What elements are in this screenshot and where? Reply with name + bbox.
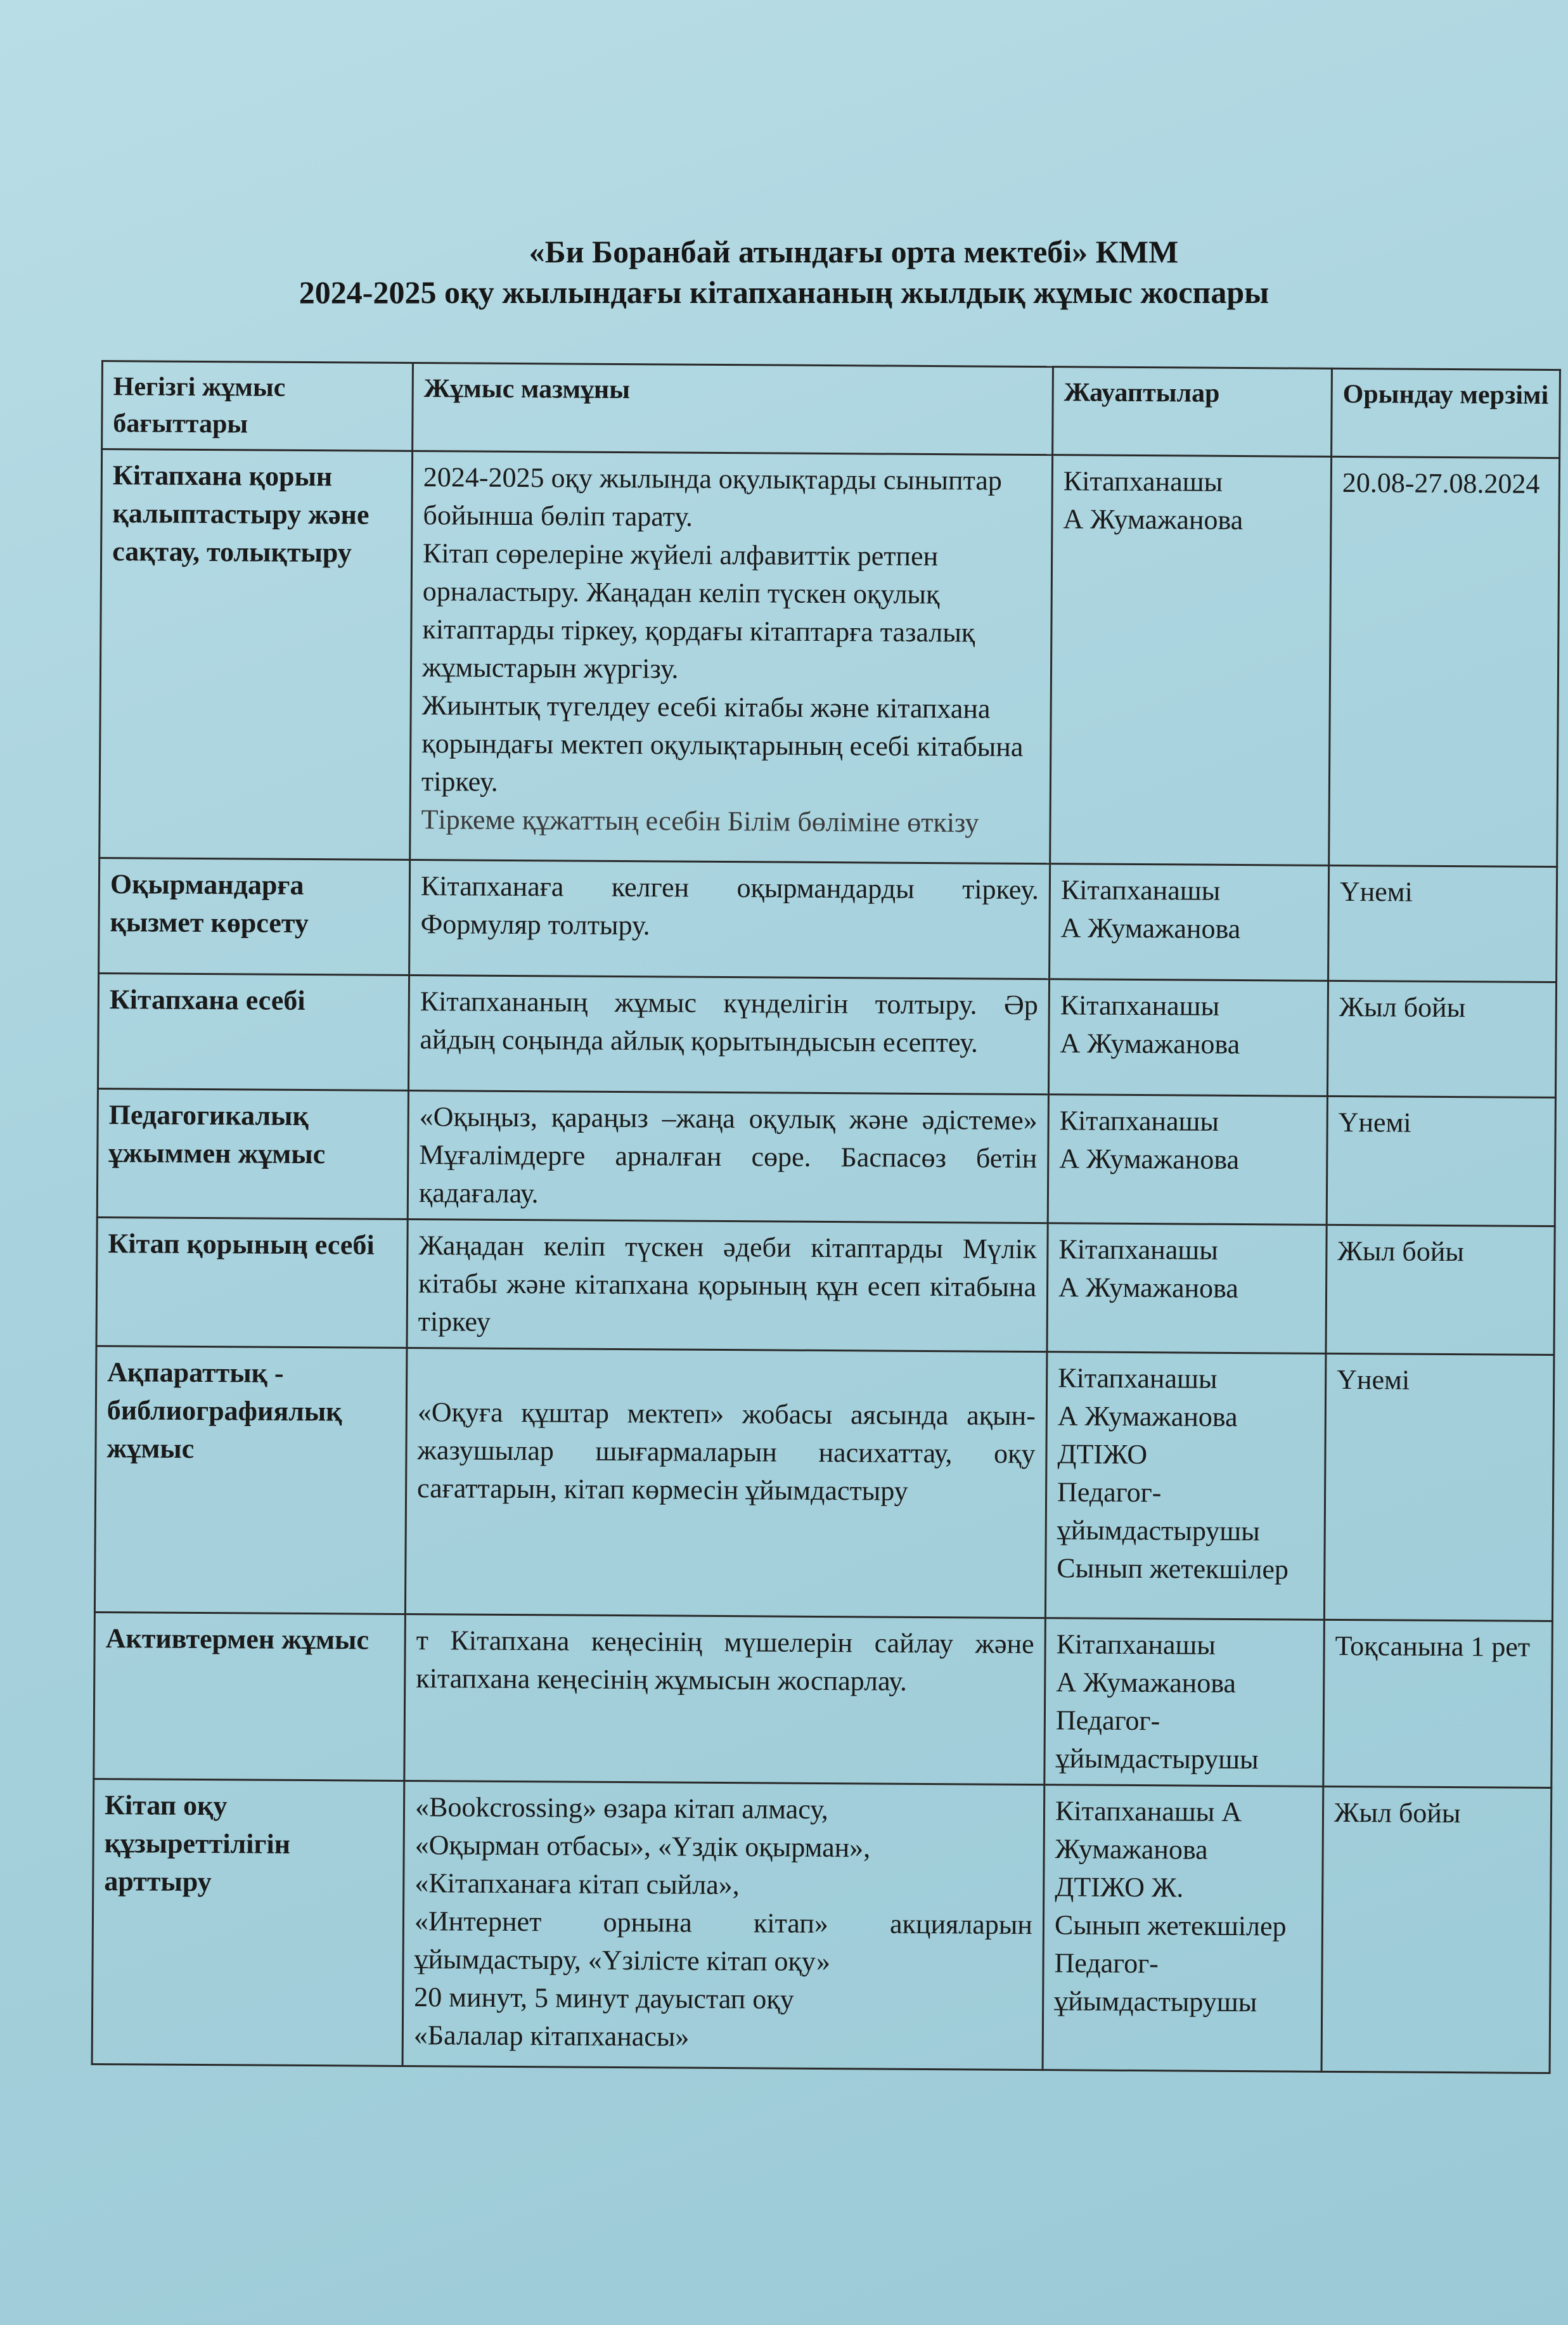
content-paragraph: Жаңадан келіп түскен әдеби кітаптарды Мүлік кітабы және кітапхана қорының құн есеп кітабына тіркеу <box>418 1230 1037 1337</box>
content-paragraph: «Кітапханаға кітап сыйла», <box>414 1867 740 1901</box>
row-responsible <box>1050 864 1329 981</box>
row-responsible <box>1045 1352 1326 1620</box>
row-deadline: Жыл бойы <box>1321 1786 1552 2073</box>
table-row <box>98 973 1556 1097</box>
row-responsible <box>1044 1618 1325 1787</box>
table-row <box>99 858 1557 982</box>
content-paragraph: 20 минут, 5 минут дауыстап оқу <box>414 1981 794 2015</box>
row-deadline: 20.08-27.08.2024 <box>1329 456 1560 866</box>
content-paragraph: «Оқуға құштар мектеп» жобасы аясында ақын-жазушылар шығармаларын насихаттау, оқу сағаттарын, кітап көрмесін ұйымдастыру <box>416 1396 1036 1507</box>
content-paragraph: «Балалар кітапханасы» <box>413 2019 690 2052</box>
table-header-row <box>102 361 1560 458</box>
responsible-line: Педагог-ұйымдастырушы <box>1057 1476 1260 1547</box>
responsible-line: Кітапханашы <box>1058 1362 1218 1394</box>
table-row <box>92 1779 1552 2073</box>
row-deadline: Үнемі <box>1328 865 1557 982</box>
header-content: Жұмыс мазмұны <box>413 363 1053 455</box>
header-deadline: Орындау мерзімі <box>1332 368 1560 458</box>
row-content <box>404 1614 1046 1784</box>
row-deadline: Үнемі <box>1324 1353 1554 1621</box>
table-row <box>100 449 1560 867</box>
row-content <box>410 451 1053 863</box>
row-responsible <box>1048 1095 1327 1225</box>
table-row <box>94 1612 1553 1787</box>
responsible-line: А Жумажанова <box>1058 1272 1238 1304</box>
content-paragraph: Кітап сөрелеріне жүйелі алфавиттік ретпен орналастыру. Жаңадан келіп түскен оқулық кітаптарды тіркеу, қордағы кітаптарға тазалық жұмыстарын жүргізу. <box>421 538 975 685</box>
content-paragraph: Жиынтық түгелдеу есебі кітабы және кітапхана қорындағы мектеп оқулықтарының есебі кітабына тіркеу. <box>421 690 1024 797</box>
row-direction: Кітапхана есебі <box>98 973 409 1090</box>
content-paragraph: Тіркеме құжаттың есебін Білім бөліміне өткізу <box>421 804 979 839</box>
responsible-line: А Жумажанова <box>1057 1400 1238 1433</box>
responsible-line: Кітапханашы <box>1060 989 1220 1022</box>
table-row <box>97 1088 1555 1226</box>
row-responsible <box>1048 979 1328 1097</box>
responsible-line: ДТІЖО Ж. <box>1055 1871 1184 1903</box>
responsible-line: Кітапханашы А <box>1055 1795 1242 1828</box>
row-direction: Педагогикалық ұжыммен жұмыс <box>97 1088 408 1219</box>
row-direction: Оқырмандарға қызмет көрсету <box>99 858 410 975</box>
responsible-line: А Жумажанова <box>1060 912 1241 944</box>
work-plan-table <box>91 360 1561 2074</box>
responsible-line: Кітапханашы <box>1056 1628 1216 1661</box>
responsible-line: А Жумажанова <box>1056 1666 1237 1699</box>
row-responsible <box>1050 455 1332 866</box>
responsible-line: Сынып жетекшілер <box>1057 1552 1289 1585</box>
row-content <box>402 1781 1044 2070</box>
row-deadline: Жыл бойы <box>1326 1225 1555 1355</box>
row-direction: Кітап қорының есебі <box>96 1217 408 1348</box>
responsible-line: Кітапханашы <box>1058 1233 1218 1266</box>
row-direction: Кітап оқу құзыреттілігін арттыру <box>92 1779 404 2066</box>
row-deadline: Жыл бойы <box>1327 981 1556 1097</box>
header-directions: Негізгі жұмыс бағыттары <box>102 361 413 451</box>
row-direction: Активтермен жұмыс <box>94 1612 406 1781</box>
content-paragraph: 2024-2025 оқу жылында оқулықтарды сыныптар бойынша бөліп тарату. <box>423 461 1003 532</box>
row-responsible <box>1043 1785 1323 2072</box>
row-deadline: Тоқсанына 1 рет <box>1323 1620 1553 1787</box>
responsible-line: Педагог-ұйымдастырушы <box>1055 1704 1259 1775</box>
responsible-line: А Жумажанова <box>1063 503 1243 536</box>
responsible-line: Кітапханашы <box>1059 1105 1219 1137</box>
row-content <box>408 975 1049 1094</box>
title-school: «Би Боранбай атындағы орта мектебі» КММ <box>529 234 1179 269</box>
content-paragraph: Кітапханаға келген оқырмандарды тіркеу. Формуляр толтыру. <box>420 870 1039 941</box>
content-paragraph: «Интернет орнына кітап» акцияларын ұйымдастыру, «Үзілісте кітап оқу» <box>414 1905 1033 1978</box>
row-responsible <box>1047 1223 1327 1354</box>
header-responsible: Жауаптылар <box>1053 367 1332 457</box>
row-content <box>407 1219 1048 1351</box>
row-deadline: Үнемі <box>1327 1096 1555 1226</box>
responsible-line: Педагог-ұйымдастырушы <box>1054 1947 1257 2018</box>
table-row <box>94 1346 1554 1621</box>
responsible-line: Кітапханашы <box>1060 874 1221 906</box>
content-paragraph: т Кітапхана кеңесінің мүшелерін сайлау және кітапхана кеңесінің жұмысын жоспарлау. <box>416 1625 1034 1697</box>
content-paragraph: Кітапхананың жұмыс күнделігін толтыру. Әр айдың соңында айлық қорытындысын есептеу. <box>420 986 1038 1059</box>
row-content <box>408 1090 1048 1223</box>
document-title <box>0 231 1568 312</box>
responsible-line: Кітапханашы <box>1063 465 1223 498</box>
responsible-line: А Жумажанова <box>1060 1027 1240 1060</box>
title-plan: 2024-2025 оқу жылындағы кітапхананың жылдық жұмыс жоспары <box>299 274 1269 310</box>
responsible-line: ДТІЖО <box>1057 1438 1148 1471</box>
row-content <box>409 860 1050 979</box>
responsible-line: Сынып жетекшілер <box>1054 1909 1287 1942</box>
content-paragraph: «Bookcrossing» өзара кітап алмасу, <box>414 1791 829 1826</box>
content-paragraph: «Оқыңыз, қараңыз –жаңа оқулық және әдістеме» Мұғалімдерге арналған сөре. Баспасөз бетін қадағалау. <box>418 1101 1038 1209</box>
responsible-line: А Жумажанова <box>1059 1143 1240 1175</box>
content-paragraph: «Оқырман отбасы», «Үздік оқырман», <box>414 1829 871 1864</box>
row-content <box>405 1348 1047 1618</box>
row-direction: Ақпараттық - библиографиялық жұмыс <box>94 1346 407 1614</box>
table-row <box>96 1217 1555 1355</box>
row-direction: Кітапхана қорын қалыптастыру және сақтау, толықтыру <box>100 449 413 860</box>
responsible-line: Жумажанова <box>1055 1833 1208 1865</box>
